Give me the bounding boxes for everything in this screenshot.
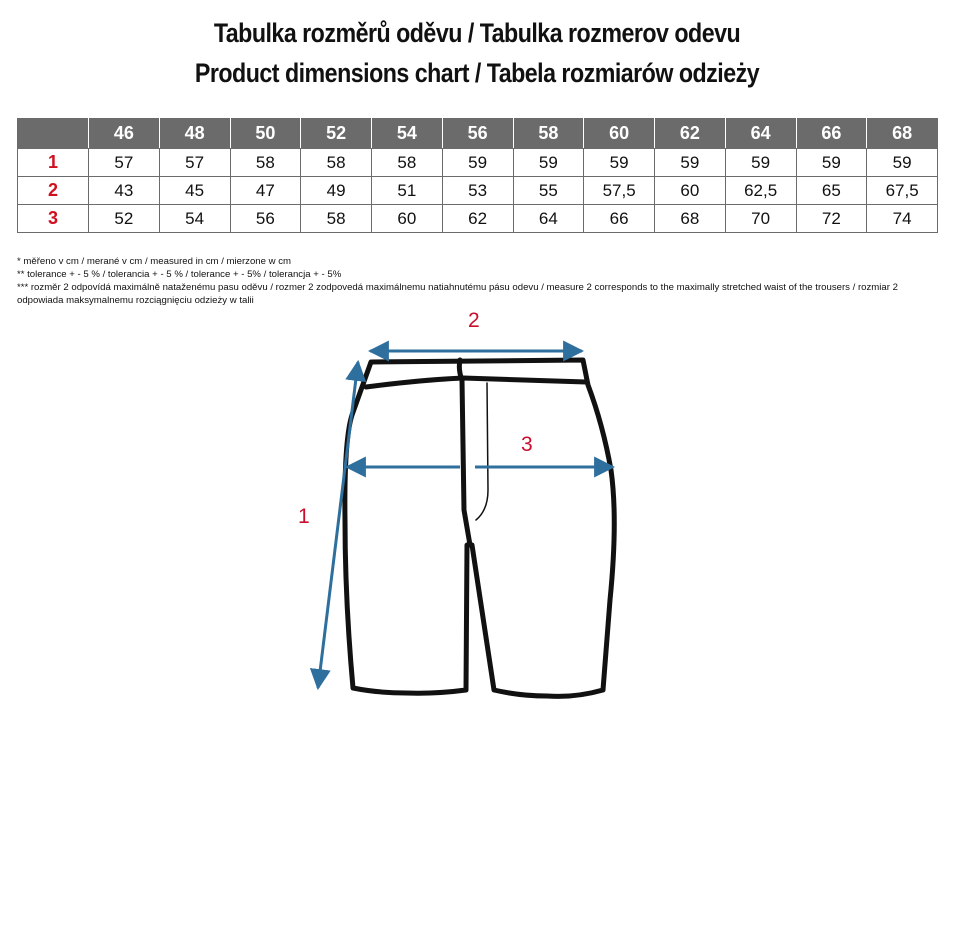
table-cell: 58 [372,149,443,177]
table-cell: 55 [513,177,584,205]
title-line-1: Tabulka rozměrů oděvu / Tabulka rozmerov odevu [213,18,741,48]
table-cell: 68 [655,205,726,233]
table-cell: 45 [159,177,230,205]
table-cell: 53 [442,177,513,205]
table-cell: 59 [655,149,726,177]
table-cell: 57,5 [584,177,655,205]
fly-center-line [459,360,470,545]
measure-1-label: 1 [298,505,310,528]
table-cell: 57 [159,149,230,177]
shorts-silhouette [345,360,614,696]
size-header-cell: 68 [867,119,938,149]
size-header-cell: 50 [230,119,301,149]
note-waist-measure: *** rozměr 2 odpovídá maximálně nataženému pasu oděvu / rozmer 2 zodpovedá maximálnemu natiahnutému pásu odevu / measure 2 corresponds to the maximally stretched waist of the trousers / rozmiar 2 odpowiada maksymalnemu rozciągnięciu odzieży w talii [17,282,898,306]
table-cell: 54 [159,205,230,233]
measure-3-label: 3 [521,433,533,456]
note-measured-in-cm: * měřeno v cm / merané v cm / measured in cm / mierzone w cm [17,256,292,267]
table-cell: 52 [89,205,160,233]
size-header-cell: 66 [796,119,867,149]
table-cell: 60 [372,205,443,233]
shorts-outline [345,360,614,696]
measure-1-arrow [318,362,358,688]
measure-label-cell: 1 [18,149,89,177]
table-cell: 62,5 [725,177,796,205]
fly-stitch [476,383,488,520]
table-cell: 74 [867,205,938,233]
table-cell: 59 [513,149,584,177]
table-cell: 58 [301,205,372,233]
table-cell: 72 [796,205,867,233]
table-cell: 47 [230,177,301,205]
table-cell: 43 [89,177,160,205]
size-header-cell: 60 [584,119,655,149]
measure-label-cell: 3 [18,205,89,233]
table-cell: 66 [584,205,655,233]
note-tolerance: ** tolerance + - 5 % / tolerancia + - 5 % / tolerance + - 5% / tolerancja + - 5% [17,269,342,280]
table-cell: 62 [442,205,513,233]
table-cell: 59 [442,149,513,177]
size-header-cell: 46 [89,119,160,149]
size-header-cell: 64 [725,119,796,149]
table-cell: 57 [89,149,160,177]
table-cell: 60 [655,177,726,205]
table-cell: 59 [725,149,796,177]
size-header-cell: 62 [655,119,726,149]
waistband-line [366,378,586,387]
table-cell: 56 [230,205,301,233]
table-cell: 65 [796,177,867,205]
table-cell: 59 [867,149,938,177]
size-header-cell: 52 [301,119,372,149]
table-cell: 49 [301,177,372,205]
size-header-cell: 56 [442,119,513,149]
table-cell: 70 [725,205,796,233]
table-cell: 67,5 [867,177,938,205]
size-header-cell: 58 [513,119,584,149]
table-cell: 58 [230,149,301,177]
table-cell: 59 [584,149,655,177]
size-header-cell: 48 [159,119,230,149]
table-cell: 64 [513,205,584,233]
size-header-cell: 54 [372,119,443,149]
measure-2-label: 2 [468,309,480,332]
table-cell: 51 [372,177,443,205]
measure-label-cell: 2 [18,177,89,205]
table-cell: 59 [796,149,867,177]
table-cell: 58 [301,149,372,177]
title-line-2: Product dimensions chart / Tabela rozmiarów odzieży [194,58,760,88]
